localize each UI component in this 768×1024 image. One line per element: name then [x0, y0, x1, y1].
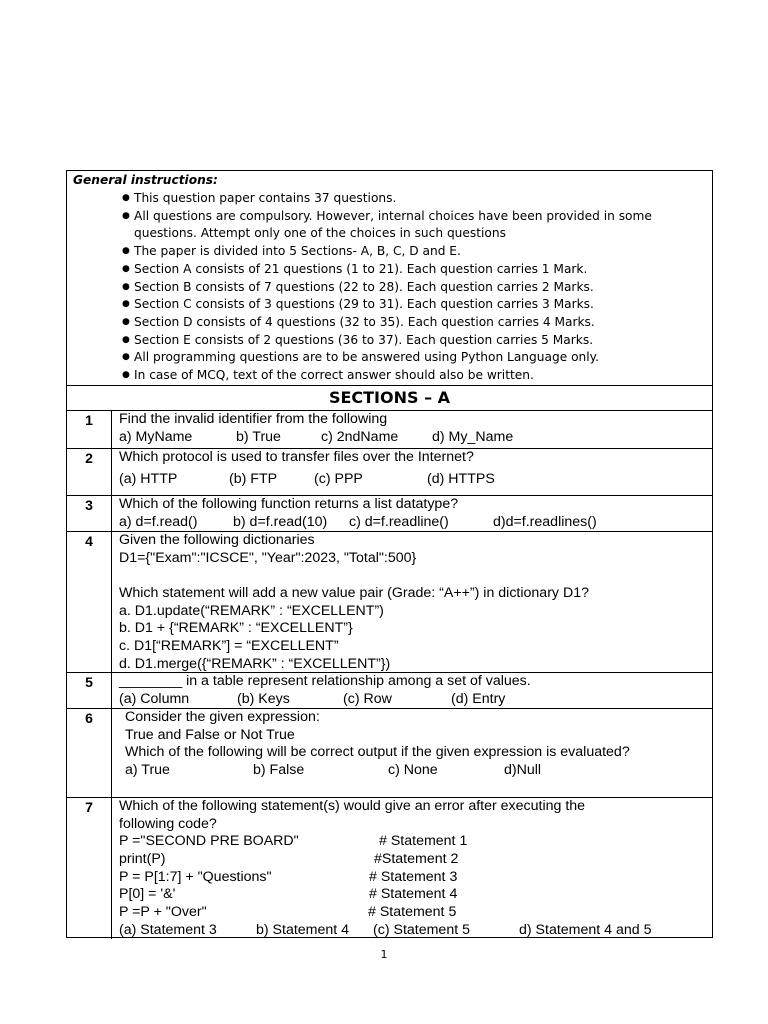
instruction-item: ● All programming questions are to be answered using Python Language only.: [67, 349, 712, 367]
question-line: D1={"Exam":"ICSCE", "Year":2023, "Total":500}: [119, 549, 417, 566]
option-b: b. D1 + {“REMARK” : “EXCELLENT”}: [119, 620, 353, 637]
question-row-4: [67, 532, 712, 673]
question-body: [119, 449, 708, 488]
question-number: 6: [67, 709, 112, 797]
bullet-icon: ●: [122, 316, 130, 327]
question-line: Consider the given expression:: [125, 709, 320, 725]
question-row-3: [67, 496, 712, 532]
code-line: [119, 904, 708, 922]
bullet-icon: ●: [122, 370, 130, 381]
question-number: 1: [67, 411, 112, 448]
option-a: a. D1.update(“REMARK” : “EXCELLENT”): [119, 602, 384, 619]
question-body: [119, 532, 708, 674]
question-body: [119, 411, 708, 446]
options-line: [119, 471, 708, 489]
options-line: [119, 922, 708, 940]
option-a: a) d=f.read(): [119, 513, 198, 530]
option-d: d)Null: [504, 762, 542, 779]
question-number: 5: [67, 673, 112, 708]
general-instructions: [67, 171, 712, 386]
options-line: [119, 429, 708, 447]
option-c: c) 2ndName: [321, 428, 399, 445]
question-line: following code?: [119, 815, 217, 832]
option-b: (b) FTP: [229, 470, 278, 487]
option-a: (a) Statement 3: [119, 921, 217, 938]
question-row-7: [67, 798, 712, 939]
option-b: b) Statement 4: [256, 921, 350, 938]
question-line: Which of the following will be correct output if the given expression is evaluated?: [125, 744, 630, 761]
question-line: Which of the following statement(s) would give an error after executing the: [119, 798, 586, 814]
option-d: (d) Entry: [451, 690, 506, 707]
instruction-item: ● Section E consists of 2 questions (36 to 37). Each question carries 5 Marks.: [67, 332, 712, 350]
option-d: (d) HTTPS: [427, 470, 495, 487]
instructions-list: [67, 190, 712, 385]
code-line: [119, 833, 708, 851]
question-row-6: [67, 709, 712, 798]
question-row-2: [67, 449, 712, 496]
question-number: 7: [67, 798, 112, 939]
option-c: (c) Statement 5: [373, 921, 470, 938]
option-b: b) False: [253, 762, 305, 779]
instruction-item: ● Section B consists of 7 questions (22 to 28). Each question carries 2 Marks.: [67, 279, 712, 297]
question-line: [119, 567, 708, 585]
instruction-item: ● Section D consists of 4 questions (32 to 35). Each question carries 4 Marks.: [67, 314, 712, 332]
code-line: [119, 851, 708, 869]
options-line: [119, 514, 708, 532]
bullet-icon: ●: [122, 281, 130, 292]
instruction-item: ● All questions are compulsory. However, internal choices have been provided in some questions. Attempt only one of the choices in such questions: [122, 208, 652, 241]
code-statement: P =P + "Over": [119, 904, 207, 921]
option-b: b) True: [236, 428, 281, 445]
options-line: [119, 691, 708, 709]
code-statement: P[0] = '&': [119, 886, 176, 903]
code-comment: # Statement 3: [369, 868, 458, 885]
code-statement: P ="SECOND PRE BOARD": [119, 833, 299, 850]
bullet-icon: ●: [122, 334, 130, 345]
option-c: (c) Row: [343, 690, 392, 707]
section-title: SECTIONS – A: [67, 386, 712, 411]
instruction-item: ● The paper is divided into 5 Sections- A, B, C, D and E.: [67, 243, 712, 261]
question-text: Find the invalid identifier from the following: [119, 411, 388, 427]
instruction-item: ● Section A consists of 21 questions (1 to 21). Each question carries 1 Mark.: [67, 261, 712, 279]
option-b: (b) Keys: [237, 690, 290, 707]
question-text: Which of the following function returns a list datatype?: [119, 496, 459, 512]
question-line: True and False or Not True: [125, 726, 295, 743]
code-comment: # Statement 4: [369, 886, 458, 903]
question-line: Which statement will add a new value pair (Grade: “A++”) in dictionary D1?: [119, 585, 589, 602]
option-d: d) Statement 4 and 5: [519, 921, 652, 938]
option-c: (c) PPP: [314, 470, 363, 487]
option-d: d. D1.merge({“REMARK” : “EXCELLENT”}): [119, 655, 391, 672]
option-a: a) MyName: [119, 428, 193, 445]
option-d: d)d=f.readlines(): [493, 513, 597, 530]
bullet-icon: ●: [122, 299, 130, 310]
code-statement: print(P): [119, 851, 166, 868]
instruction-item: ● Section C consists of 3 questions (29 to 31). Each question carries 3 Marks.: [67, 296, 712, 314]
question-line: Given the following dictionaries: [119, 532, 315, 548]
bullet-icon: ●: [122, 263, 130, 274]
option-a: a) True: [125, 762, 170, 779]
options-line: [125, 762, 708, 780]
page-number: 1: [380, 948, 388, 961]
question-body: [125, 709, 708, 780]
question-number: 2: [67, 449, 112, 495]
question-body: [119, 798, 708, 940]
code-line: [119, 869, 708, 887]
question-number: 3: [67, 496, 112, 531]
bullet-icon: ●: [122, 193, 130, 203]
code-statement: P = P[1:7] + "Questions": [119, 868, 272, 885]
option-d: d) My_Name: [432, 428, 514, 445]
question-paper-table: [66, 170, 713, 938]
instruction-item: ● This question paper contains 37 questions.: [67, 190, 712, 208]
code-comment: #Statement 2: [374, 851, 459, 868]
bullet-icon: ●: [122, 210, 130, 221]
instructions-title: General instructions:: [73, 173, 218, 187]
question-number: 4: [67, 532, 112, 672]
code-line: [119, 886, 708, 904]
question-body: [119, 673, 708, 708]
code-comment: # Statement 5: [368, 904, 457, 921]
instruction-item: ● In case of MCQ, text of the correct answer should also be written.: [67, 367, 712, 385]
option-c: c) d=f.readline(): [349, 513, 449, 530]
option-a: (a) HTTP: [119, 470, 178, 487]
bullet-icon: ●: [122, 352, 130, 363]
bullet-icon: ●: [122, 246, 130, 257]
question-row-1: [67, 411, 712, 449]
question-text: Which protocol is used to transfer files over the Internet?: [119, 449, 474, 465]
option-b: b) d=f.read(10): [233, 513, 328, 530]
option-a: (a) Column: [119, 690, 190, 707]
question-text: ________ in a table represent relationship among a set of values.: [119, 673, 531, 689]
option-c: c. D1[“REMARK”] = “EXCELLENT”: [119, 638, 339, 655]
code-comment: # Statement 1: [379, 833, 468, 850]
question-row-5: [67, 673, 712, 709]
option-c: c) None: [388, 762, 438, 779]
question-body: [119, 496, 708, 531]
